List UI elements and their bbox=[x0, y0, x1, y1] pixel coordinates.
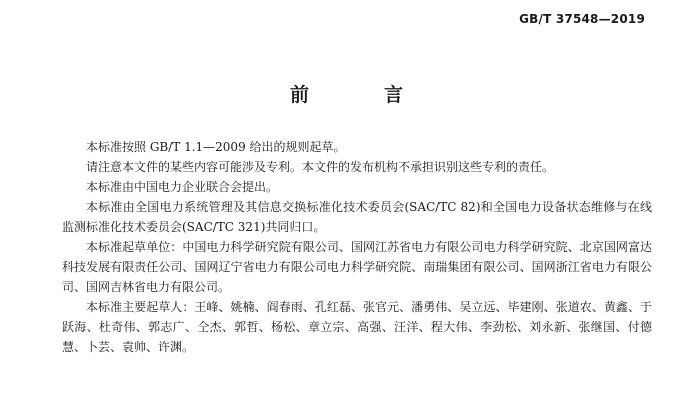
paragraph-drafting-units: 本标准起草单位：中国电力科学研究院有限公司、国网江苏省电力有限公司电力科学研究院、北京国网富达科技发展有限责任公司、国网辽宁省电力有限公司电力科学研究院、南瑞集团有限公司、国网浙江省电力有限公司、国网吉林省电力有限公司。 bbox=[62, 240, 652, 294]
paragraph-proposed-by: 本标准由中国电力企业联合会提出。 bbox=[86, 180, 279, 194]
page-title: 前 言 bbox=[289, 84, 431, 106]
paragraph-patent-notice: 请注意本文件的某些内容可能涉及专利。本文件的发布机构不承担识别这些专利的责任。 bbox=[86, 160, 555, 174]
paragraph-drafting-rules: 本标准按照 GB/T 1.1—2009 给出的规则起草。 bbox=[86, 140, 346, 154]
paragraph-centralized-by: 本标准由全国电力系统管理及其信息交换标准化技术委员会(SAC/TC 82)和全国电力设备状态维修与在线监测标准化技术委员会(SAC/TC 321)共同归口。 bbox=[62, 200, 652, 234]
paragraph-drafters: 本标准主要起草人：王峰、姚楠、阎春雨、孔红磊、张官元、潘勇伟、吴立远、毕建刚、张道农、黄鑫、于跃海、杜奇伟、郭志广、仝杰、郭哲、杨松、章立宗、高强、汪洋、程大伟、李劲松、刘永新、张继国、付德慧、卜芸、袁帅、许渊。 bbox=[62, 300, 652, 354]
standard-code: GB/T 37548—2019 bbox=[519, 12, 645, 26]
foreword-body bbox=[62, 137, 652, 357]
